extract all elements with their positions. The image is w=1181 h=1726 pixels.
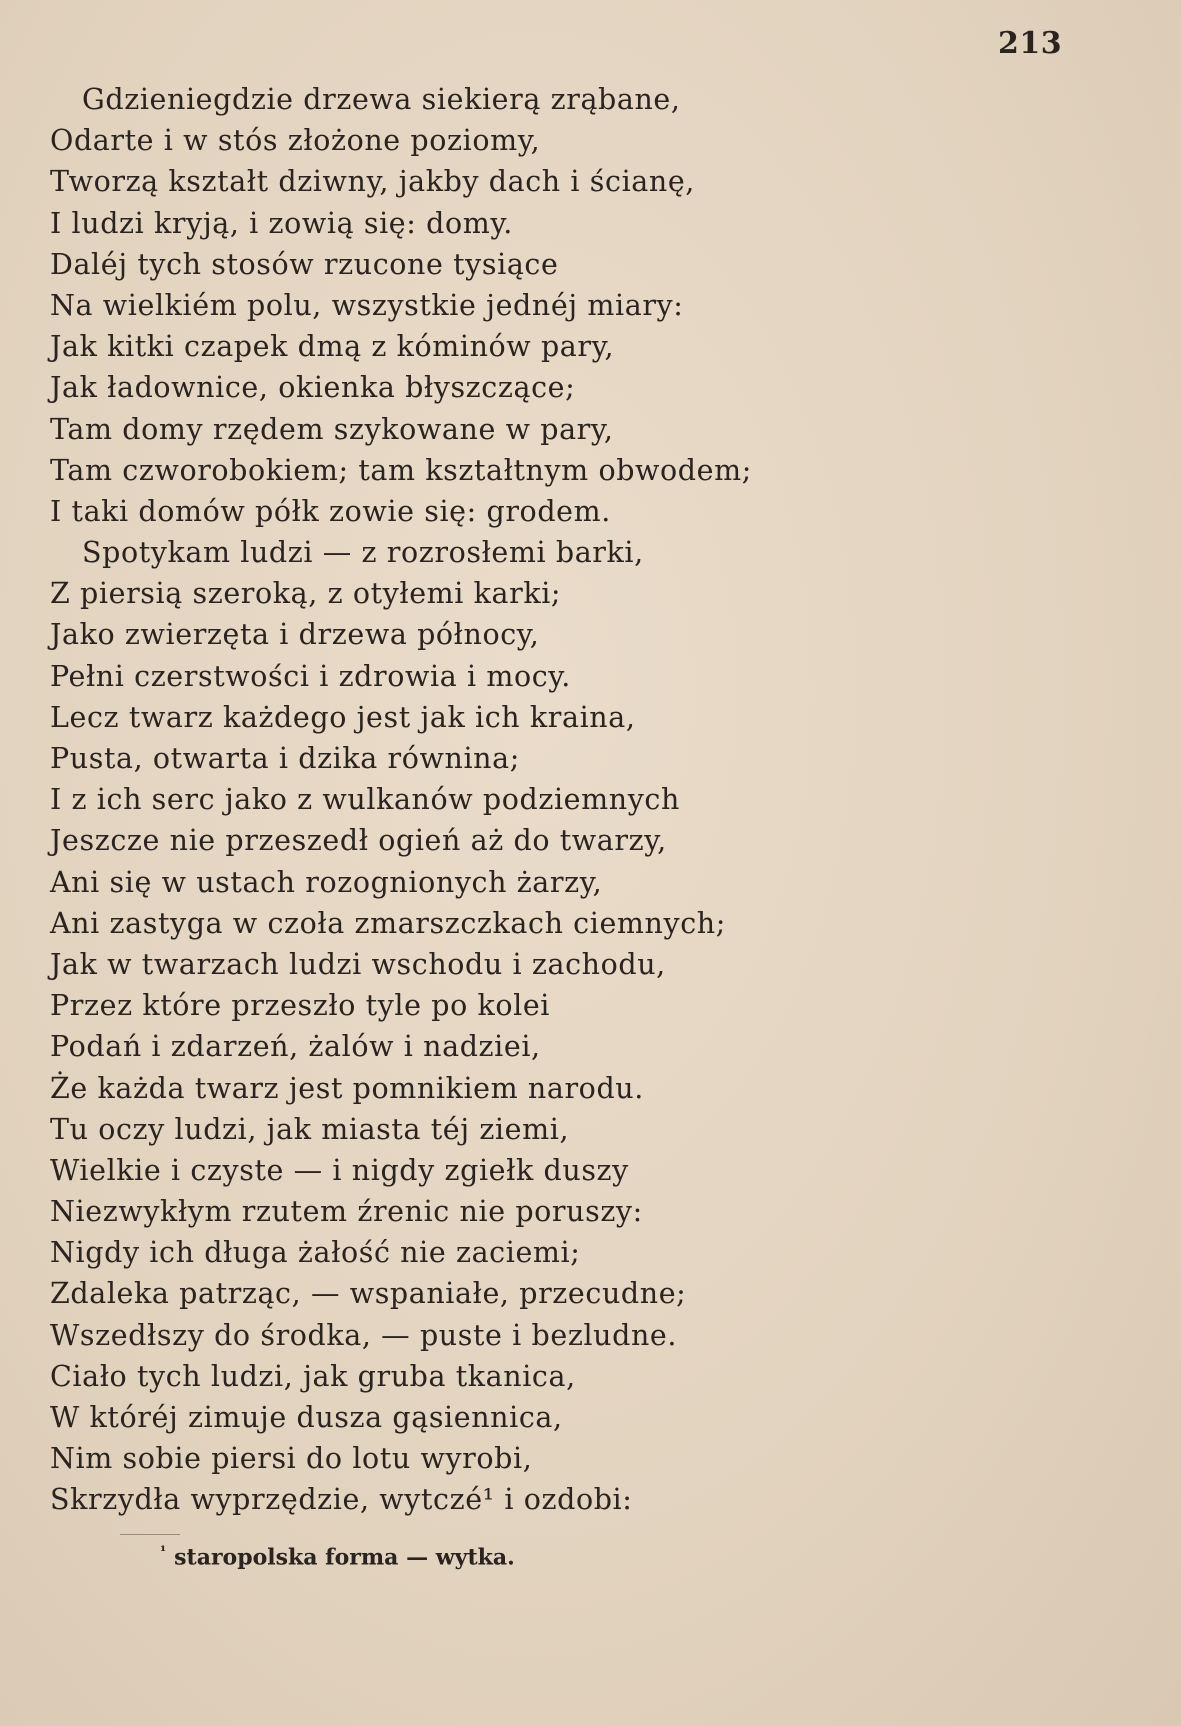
poem-line: Odarte i w stós złożone poziomy, [50, 124, 541, 158]
poem-line: Jak w twarzach ludzi wschodu i zachodu, [50, 947, 666, 981]
poem-line: Tam domy rzędem szykowane w pary, [50, 412, 614, 446]
poem-line: Nigdy ich długa żałość nie zaciemi; [50, 1236, 581, 1270]
poem-line: Skrzydła wyprzędzie, wytczé¹ i ozdobi: [50, 1483, 633, 1517]
poem-line: Przez które przeszło tyle po kolei [50, 989, 551, 1023]
poem-line: I taki domów półk zowie się: grodem. [50, 494, 611, 528]
poem-line: Pełni czerstwości i zdrowia i mocy. [50, 659, 571, 693]
poem-line: Spotykam ludzi — z rozrosłemi barki, [82, 536, 644, 570]
footnote-divider [120, 1534, 180, 1535]
poem-line: Pusta, otwarta i dzika równina; [50, 742, 520, 775]
poem-line: Że każda twarz jest pomnikiem narodu. [50, 1071, 644, 1105]
poem-line: Jako zwierzęta i drzewa północy, [50, 618, 540, 652]
poem-line: Podań i zdarzeń, żalów i nadziei, [50, 1030, 541, 1064]
poem-line: Tam czworobokiem; tam kształtnym obwodem; [50, 453, 752, 487]
poem-line: I z ich serc jako z wulkanów podziemnych [50, 783, 680, 817]
poem-line: I ludzi kryją, i zowią się: domy. [50, 206, 513, 240]
poem-line: Na wielkiém polu, wszystkie jednéj miary: [50, 288, 684, 322]
footnote-text: staropolska forma — wytka. [174, 1544, 515, 1571]
page-number: 213 [998, 26, 1063, 61]
poem-line: Wszedłszy do środka, — puste i bezludne. [50, 1318, 678, 1352]
poem-line: Niezwykłym rzutem źrenic nie poruszy: [50, 1195, 643, 1229]
poem-line: Z piersią szeroką, z otyłemi karki; [50, 577, 562, 611]
poem-line: Nim sobie piersi do lotu wyrobi, [50, 1442, 533, 1476]
poem-line: Jak kitki czapek dmą z kóminów pary, [50, 330, 615, 364]
poem-line: Ciało tych ludzi, jak gruba tkanica, [50, 1359, 576, 1393]
poem-line: Tu oczy ludzi, jak miasta téj ziemi, [50, 1112, 570, 1146]
poem-line: Zdaleka patrząc, — wspaniałe, przecudne; [50, 1277, 687, 1311]
footnote-marker: ¹ [160, 1544, 167, 1560]
poem-line: Lecz twarz każdego jest jak ich kraina, [50, 700, 636, 734]
poem-line: Daléj tych stosów rzucone tysiące [50, 247, 559, 281]
poem-line: Tworzą kształt dziwny, jakby dach i ścianę, [50, 165, 695, 199]
poem-text [50, 79, 1110, 1521]
poem-line: Wielkie i czyste — i nigdy zgiełk duszy [50, 1153, 629, 1187]
poem-line: Jeszcze nie przeszedł ogień aż do twarzy, [50, 824, 667, 858]
poem-line: W któréj zimuje dusza gąsiennica, [50, 1401, 563, 1434]
poem-line: Ani zastyga w czoła zmarszczkach ciemnych; [50, 906, 726, 940]
poem-line: Ani się w ustach rozognionych żarzy, [50, 865, 603, 899]
poem-line: Jak ładownice, okienka błyszczące; [50, 371, 576, 405]
footnote [160, 1544, 515, 1570]
poem-line: Gdzieniegdzie drzewa siekierą zrąbane, [82, 83, 681, 116]
